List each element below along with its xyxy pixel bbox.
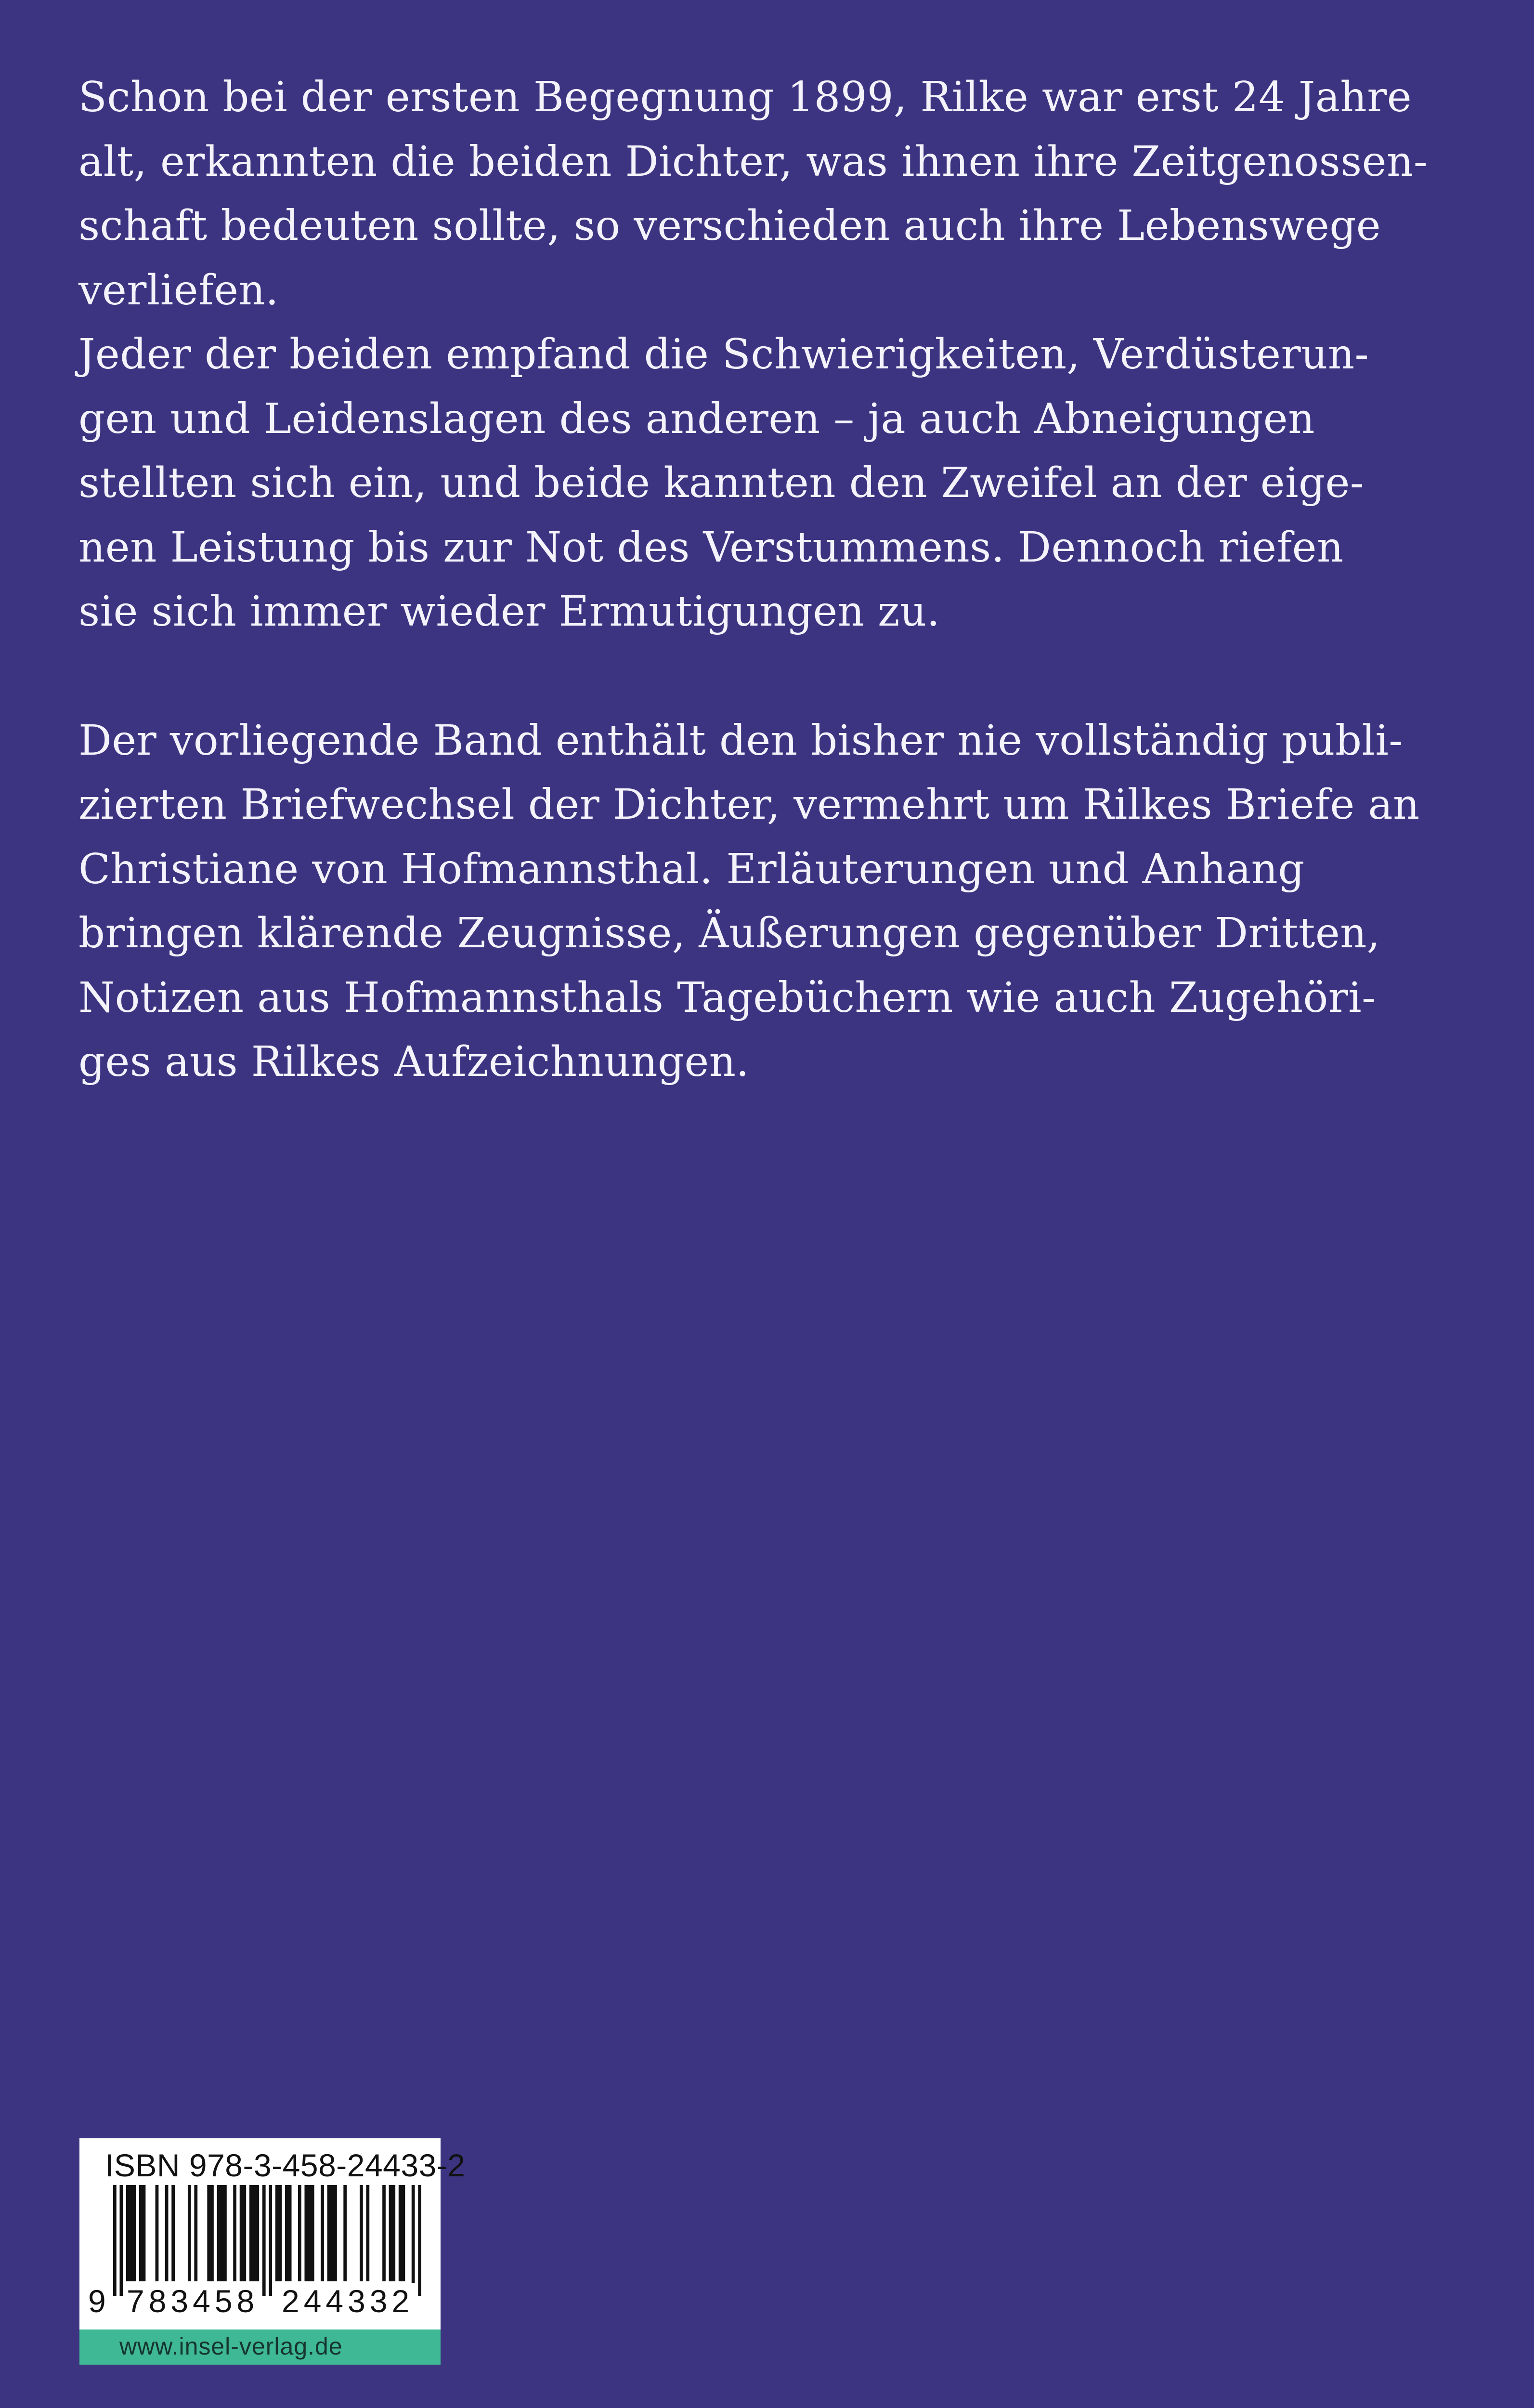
- blurb-text: [78, 65, 1428, 1095]
- blurb-line: schaft bedeuten sollte, so verschieden auch ihre Lebenswege: [78, 202, 1381, 250]
- barcode-bar: [285, 2185, 291, 2281]
- barcode-bars: [94, 2185, 426, 2296]
- barcode-bar: [113, 2185, 117, 2296]
- blurb-line: nen Leistung bis zur Not des Verstummens. Dennoch riefen: [78, 523, 1344, 572]
- barcode-bar: [139, 2185, 145, 2281]
- barcode-bar: [275, 2185, 282, 2281]
- blurb-line: Jeder der beiden empfand die Schwierigkeiten, Verdüsterun-: [78, 330, 1369, 379]
- barcode-bar: [207, 2185, 213, 2281]
- publisher-url: www.insel-verlag.de: [119, 2333, 343, 2360]
- ean-left-group: 783458: [125, 2283, 260, 2319]
- blurb-line: verliefen.: [78, 266, 279, 314]
- blurb-paragraph-2: [78, 709, 1420, 1095]
- barcode-bar: [298, 2185, 301, 2281]
- barcode-bar: [262, 2185, 266, 2296]
- barcode-bar: [233, 2185, 236, 2281]
- barcode-bar: [366, 2185, 369, 2281]
- barcode-bar: [194, 2185, 197, 2281]
- blurb-line: alt, erkannten die beiden Dichter, was ihnen ihre Zeitgenossen-: [78, 137, 1428, 186]
- barcode-bar: [382, 2185, 386, 2281]
- barcode-bar: [217, 2185, 227, 2281]
- blurb-line: gen und Leidenslagen des anderen – ja auch Abneigungen: [78, 394, 1315, 443]
- barcode-bar: [165, 2185, 169, 2281]
- barcode-bar: [399, 2185, 405, 2281]
- isbn-label: ISBN 978-3-458-24433-2: [105, 2147, 466, 2183]
- barcode-bar: [240, 2185, 246, 2281]
- barcode-bar: [269, 2185, 272, 2296]
- blurb-line: stellten sich ein, und beide kannten den Zweifel an der eige-: [78, 459, 1365, 507]
- blurb-line: zierten Briefwechsel der Dichter, vermehrt um Rilkes Briefe an: [78, 781, 1420, 829]
- barcode-bar: [304, 2185, 314, 2281]
- barcode-bar: [156, 2185, 159, 2281]
- blurb-line: Der vorliegende Band enthält den bisher nie vollständig publi-: [78, 716, 1403, 765]
- publisher-url-strip: [79, 2329, 441, 2365]
- blurb-line: Notizen aus Hofmannsthals Tagebüchern wie auch Zugehöri-: [78, 973, 1376, 1022]
- barcode-bar: [249, 2185, 259, 2281]
- blurb-line: sie sich immer wieder Ermutigungen zu.: [78, 588, 940, 636]
- blurb-line: Christiane von Hofmannsthal. Erläuterungen und Anhang: [78, 845, 1305, 893]
- ean-right-group: 244332: [280, 2283, 416, 2319]
- barcode-bar: [389, 2185, 395, 2281]
- isbn-barcode-block: [79, 2138, 466, 2365]
- barcode-bar: [412, 2185, 415, 2296]
- ean-first-digit: 9: [88, 2283, 106, 2319]
- barcode-bar: [119, 2185, 123, 2296]
- barcode-bar: [126, 2185, 136, 2281]
- blurb-paragraph-1: [78, 65, 1428, 644]
- blurb-line: ges aus Rilkes Aufzeichnungen.: [78, 1038, 750, 1086]
- barcode-bar: [343, 2185, 347, 2281]
- barcode-bar: [321, 2185, 324, 2281]
- barcode-bar: [418, 2185, 421, 2296]
- paragraph-spacer: [78, 644, 1378, 709]
- barcode-bar: [327, 2185, 337, 2281]
- blurb-line: bringen klärende Zeugnisse, Äußerungen gegenüber Dritten,: [78, 909, 1380, 957]
- blurb-line: Schon bei der ersten Begegnung 1899, Rilke war erst 24 Jahre: [78, 73, 1412, 121]
- barcode-bar: [171, 2185, 175, 2281]
- barcode-bar: [360, 2185, 363, 2281]
- barcode-bar: [188, 2185, 191, 2281]
